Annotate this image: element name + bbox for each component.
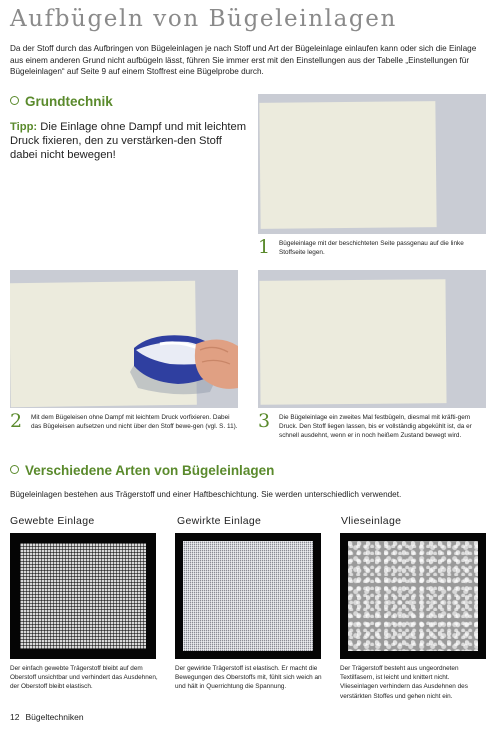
tip-text: Die Einlage ohne Dampf und mit leichtem Druck fixieren, den zu verstärken-den Stoff dabei nicht bewegen! [10,121,247,161]
step-2-number: 2 [10,410,23,432]
step-2-caption: Mit dem Bügeleisen ohne Dampf mit leichtem Druck vorfixieren. Dabei das Bügeleisen aufsetzen und nicht über den Stoff bewe-gen (vgl. S. 11). [31,414,238,431]
tip-label: Tipp: [10,121,38,133]
knitted-interfacing-image [175,533,321,659]
page-footer [10,712,84,722]
type-3-title: Vlieseinlage [341,515,402,527]
step-2-photo [10,270,238,408]
type-1-caption: Der einfach gewebte Trägerstoff bleibt auf dem Oberstoff unsichtbar und verhindert das Ausdehnen, der Oberstoff bleibt elastisch. [10,665,158,691]
intro-paragraph: Da der Stoff durch das Aufbringen von Bügeleinlagen je nach Stoff und Art der Bügeleinlage einlaufen kann oder sich die Einlage aus einem anderen Grund nicht aufbügeln lässt, führen Sie immer erst mit den Einstellungen aus der Tabelle „Einstellungen für Bügeleinlagen“ auf Seite 9 auf einem Stoffrest eine Bügelprobe durch. [10,44,477,77]
section-heading-text: Verschiedene Arten von Bügeleinlagen [25,463,275,478]
section-heading-text: Grundtechnik [25,94,113,109]
section-heading-grundtechnik [10,94,113,109]
type-2-title: Gewirkte Einlage [177,515,262,527]
footer-section: Bügeltechniken [25,712,84,722]
type-1-title: Gewebte Einlage [10,515,95,527]
iron-icon [10,270,238,408]
interfacing-sheet [259,279,446,405]
circle-bullet-icon [10,96,19,105]
step-3-photo [258,270,486,408]
page-title: Aufbügeln von Bügeleinlagen [10,6,397,32]
arten-paragraph: Bügeleinlagen bestehen aus Trägerstoff und einer Haftbeschichtung. Sie werden unterschiedlich verwendet. [10,490,402,499]
step-3-caption: Die Bügeleinlage ein zweites Mal festbügeln, diesmal mit kräfti-gem Druck. Den Stoff liegen lassen, bis er vollständig abgekühlt ist, da er schnell ausdehnt, wenn er in noch heißem Zustand bewegt wird. [279,414,472,440]
tip-box [10,120,248,162]
nonwoven-interfacing-image [340,533,486,659]
step-1-caption: Bügeleinlage mit der beschichteten Seite passgenau auf die linke Stoffseite legen. [279,240,464,257]
step-3-number: 3 [258,410,271,432]
woven-interfacing-image [10,533,156,659]
section-heading-arten [10,463,274,478]
type-3-caption: Der Trägerstoff besteht aus ungeordneten Textilfasern, ist leicht und knittert nicht. Vlieseinlagen verhindern das Ausdehnen des verstärkten Stoffes und gehen nicht ein. [340,665,468,700]
page-number: 12 [10,712,20,722]
circle-bullet-icon [10,465,19,474]
interfacing-sheet [259,101,436,229]
step-1-photo [258,94,486,234]
step-1-number: 1 [258,236,271,258]
type-2-caption: Der gewirkte Trägerstoff ist elastisch. Er macht die Bewegungen des Oberstoffs mit, fühlt sich weich an und hält in Querrichtung die Spannung. [175,665,322,691]
